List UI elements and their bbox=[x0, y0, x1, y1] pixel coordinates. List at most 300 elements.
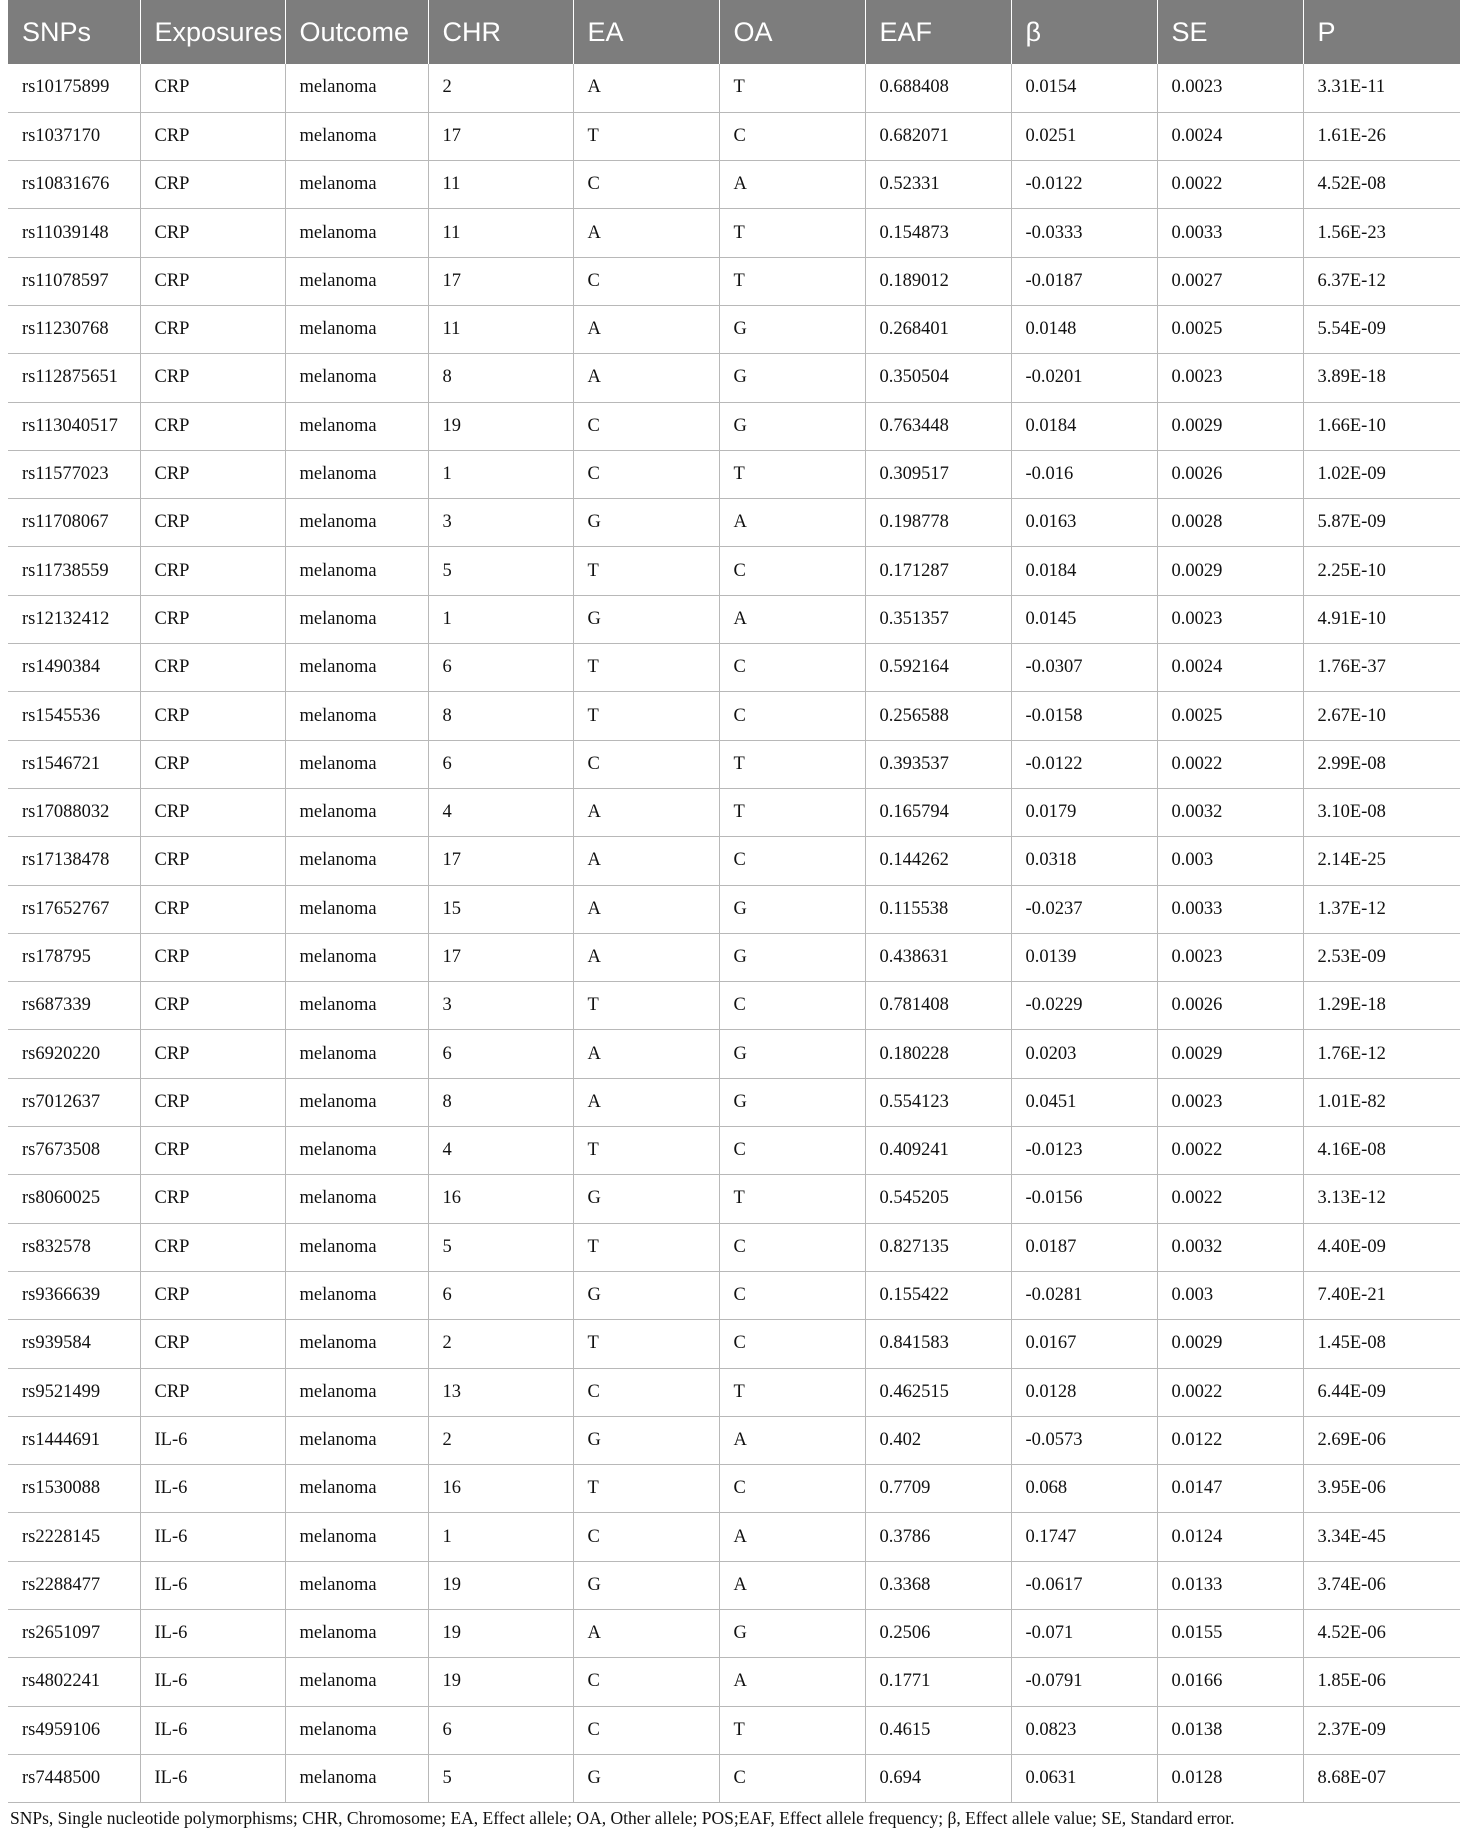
table-cell: CRP bbox=[140, 885, 285, 933]
table-row bbox=[8, 1175, 1460, 1223]
table-cell: melanoma bbox=[285, 64, 428, 112]
table-cell: 0.0032 bbox=[1157, 788, 1303, 836]
table-row bbox=[8, 788, 1460, 836]
table-cell: 4.91E-10 bbox=[1303, 595, 1460, 643]
table-cell: melanoma bbox=[285, 933, 428, 981]
table-body bbox=[8, 64, 1460, 1803]
table-cell: melanoma bbox=[285, 885, 428, 933]
table-cell: CRP bbox=[140, 644, 285, 692]
table-cell: 2.14E-25 bbox=[1303, 837, 1460, 885]
table-cell: melanoma bbox=[285, 209, 428, 257]
table-cell: IL-6 bbox=[140, 1561, 285, 1609]
table-cell: melanoma bbox=[285, 1320, 428, 1368]
table-cell: -0.0617 bbox=[1011, 1561, 1157, 1609]
table-row bbox=[8, 1513, 1460, 1561]
table-cell: T bbox=[573, 1320, 719, 1368]
table-cell: CRP bbox=[140, 354, 285, 402]
table-cell: CRP bbox=[140, 402, 285, 450]
table-row bbox=[8, 1561, 1460, 1609]
table-cell: CRP bbox=[140, 595, 285, 643]
document bbox=[8, 0, 1460, 1829]
table-cell: 4.52E-06 bbox=[1303, 1610, 1460, 1658]
table-cell: IL-6 bbox=[140, 1706, 285, 1754]
table-cell: 0.350504 bbox=[865, 354, 1011, 402]
table-cell: 1.02E-09 bbox=[1303, 450, 1460, 498]
table-row bbox=[8, 112, 1460, 160]
table-cell: G bbox=[719, 354, 865, 402]
table-cell: rs7673508 bbox=[8, 1127, 140, 1175]
table-cell: 1.76E-37 bbox=[1303, 644, 1460, 692]
table-row bbox=[8, 354, 1460, 402]
table-cell: 6 bbox=[428, 1706, 573, 1754]
table-cell: -0.0158 bbox=[1011, 692, 1157, 740]
table-cell: 0.0022 bbox=[1157, 1127, 1303, 1175]
table-row bbox=[8, 1706, 1460, 1754]
table-cell: CRP bbox=[140, 64, 285, 112]
table-cell: 0.0023 bbox=[1157, 1078, 1303, 1126]
table-cell: 11 bbox=[428, 209, 573, 257]
table-cell: 4.52E-08 bbox=[1303, 161, 1460, 209]
table-row bbox=[8, 692, 1460, 740]
table-cell: T bbox=[573, 112, 719, 160]
table-cell: 0.0128 bbox=[1157, 1754, 1303, 1802]
table-cell: 5.87E-09 bbox=[1303, 499, 1460, 547]
table-cell: -0.0187 bbox=[1011, 257, 1157, 305]
table-cell: 0.0139 bbox=[1011, 933, 1157, 981]
table-cell: rs9366639 bbox=[8, 1271, 140, 1319]
table-cell: melanoma bbox=[285, 1658, 428, 1706]
table-cell: 0.0029 bbox=[1157, 1030, 1303, 1078]
table-cell: 6 bbox=[428, 1271, 573, 1319]
table-cell: 0.0022 bbox=[1157, 161, 1303, 209]
table-cell: melanoma bbox=[285, 1223, 428, 1271]
table-cell: A bbox=[573, 1078, 719, 1126]
table-cell: 1 bbox=[428, 450, 573, 498]
table-cell: G bbox=[719, 402, 865, 450]
table-cell: CRP bbox=[140, 740, 285, 788]
table-cell: melanoma bbox=[285, 257, 428, 305]
table-cell: 3.13E-12 bbox=[1303, 1175, 1460, 1223]
table-cell: rs6920220 bbox=[8, 1030, 140, 1078]
table-row bbox=[8, 1271, 1460, 1319]
table-cell: 0.1747 bbox=[1011, 1513, 1157, 1561]
table-cell: 0.171287 bbox=[865, 547, 1011, 595]
table-cell: A bbox=[573, 885, 719, 933]
table-cell: 0.0029 bbox=[1157, 402, 1303, 450]
table-cell: -0.0123 bbox=[1011, 1127, 1157, 1175]
table-cell: 0.694 bbox=[865, 1754, 1011, 1802]
table-cell: G bbox=[573, 1416, 719, 1464]
table-cell: melanoma bbox=[285, 499, 428, 547]
table-cell: 0.3368 bbox=[865, 1561, 1011, 1609]
column-header: EAF bbox=[865, 0, 1011, 64]
table-cell: 0.309517 bbox=[865, 450, 1011, 498]
table-cell: A bbox=[573, 1610, 719, 1658]
table-cell: A bbox=[573, 933, 719, 981]
table-cell: 0.189012 bbox=[865, 257, 1011, 305]
table-cell: C bbox=[719, 1127, 865, 1175]
table-cell: 0.0024 bbox=[1157, 112, 1303, 160]
table-cell: CRP bbox=[140, 982, 285, 1030]
table-cell: rs17652767 bbox=[8, 885, 140, 933]
table-cell: melanoma bbox=[285, 402, 428, 450]
table-cell: -0.0791 bbox=[1011, 1658, 1157, 1706]
table-cell: -0.0573 bbox=[1011, 1416, 1157, 1464]
table-cell: CRP bbox=[140, 1368, 285, 1416]
table-cell: 0.409241 bbox=[865, 1127, 1011, 1175]
table-cell: C bbox=[719, 692, 865, 740]
table-cell: 0.0022 bbox=[1157, 740, 1303, 788]
table-cell: 2.69E-06 bbox=[1303, 1416, 1460, 1464]
table-cell: 0.0203 bbox=[1011, 1030, 1157, 1078]
table-cell: 0.0184 bbox=[1011, 402, 1157, 450]
table-cell: T bbox=[573, 692, 719, 740]
table-cell: CRP bbox=[140, 1271, 285, 1319]
table-cell: 19 bbox=[428, 402, 573, 450]
table-cell: 0.0032 bbox=[1157, 1223, 1303, 1271]
table-cell: C bbox=[719, 1320, 865, 1368]
table-cell: 0.763448 bbox=[865, 402, 1011, 450]
table-cell: C bbox=[719, 837, 865, 885]
table-cell: CRP bbox=[140, 1320, 285, 1368]
table-cell: 6.37E-12 bbox=[1303, 257, 1460, 305]
table-cell: C bbox=[573, 450, 719, 498]
table-cell: rs7448500 bbox=[8, 1754, 140, 1802]
table-cell: 0.0023 bbox=[1157, 933, 1303, 981]
table-cell: melanoma bbox=[285, 305, 428, 353]
table-cell: 7.40E-21 bbox=[1303, 1271, 1460, 1319]
table-cell: 3 bbox=[428, 982, 573, 1030]
table-cell: C bbox=[719, 1465, 865, 1513]
table-row bbox=[8, 1127, 1460, 1175]
table-cell: rs11039148 bbox=[8, 209, 140, 257]
table-cell: rs8060025 bbox=[8, 1175, 140, 1223]
table-cell: 3.31E-11 bbox=[1303, 64, 1460, 112]
table-cell: 0.402 bbox=[865, 1416, 1011, 1464]
table-cell: 0.165794 bbox=[865, 788, 1011, 836]
table-cell: C bbox=[719, 112, 865, 160]
table-cell: G bbox=[719, 933, 865, 981]
table-cell: 0.0163 bbox=[1011, 499, 1157, 547]
table-cell: -0.016 bbox=[1011, 450, 1157, 498]
table-cell: 2 bbox=[428, 1416, 573, 1464]
table-cell: rs4802241 bbox=[8, 1658, 140, 1706]
table-cell: 5 bbox=[428, 1754, 573, 1802]
table-cell: rs1444691 bbox=[8, 1416, 140, 1464]
table-cell: G bbox=[719, 885, 865, 933]
table-cell: CRP bbox=[140, 1030, 285, 1078]
table-cell: melanoma bbox=[285, 112, 428, 160]
table-cell: 0.155422 bbox=[865, 1271, 1011, 1319]
table-row bbox=[8, 1223, 1460, 1271]
table-row bbox=[8, 1416, 1460, 1464]
table-cell: rs11230768 bbox=[8, 305, 140, 353]
table-cell: 0.0154 bbox=[1011, 64, 1157, 112]
table-cell: C bbox=[573, 1513, 719, 1561]
table-cell: T bbox=[719, 64, 865, 112]
table-cell: 19 bbox=[428, 1561, 573, 1609]
table-cell: 0.0184 bbox=[1011, 547, 1157, 595]
table-cell: 17 bbox=[428, 933, 573, 981]
table-cell: rs1530088 bbox=[8, 1465, 140, 1513]
table-cell: CRP bbox=[140, 837, 285, 885]
table-cell: 0.781408 bbox=[865, 982, 1011, 1030]
table-cell: melanoma bbox=[285, 354, 428, 402]
table-cell: rs12132412 bbox=[8, 595, 140, 643]
table-cell: rs832578 bbox=[8, 1223, 140, 1271]
table-cell: 5.54E-09 bbox=[1303, 305, 1460, 353]
table-cell: 4.40E-09 bbox=[1303, 1223, 1460, 1271]
table-cell: 1.66E-10 bbox=[1303, 402, 1460, 450]
table-cell: 0.0251 bbox=[1011, 112, 1157, 160]
table-cell: C bbox=[719, 1223, 865, 1271]
table-cell: A bbox=[719, 1513, 865, 1561]
table-cell: 0.4615 bbox=[865, 1706, 1011, 1754]
table-cell: -0.0237 bbox=[1011, 885, 1157, 933]
table-cell: 19 bbox=[428, 1658, 573, 1706]
table-cell: IL-6 bbox=[140, 1465, 285, 1513]
table-row bbox=[8, 499, 1460, 547]
table-cell: T bbox=[719, 257, 865, 305]
table-cell: rs11577023 bbox=[8, 450, 140, 498]
table-cell: 0.0128 bbox=[1011, 1368, 1157, 1416]
table-cell: 0.351357 bbox=[865, 595, 1011, 643]
table-row bbox=[8, 64, 1460, 112]
table-cell: IL-6 bbox=[140, 1658, 285, 1706]
table-cell: A bbox=[719, 499, 865, 547]
column-header: Outcome bbox=[285, 0, 428, 64]
table-cell: G bbox=[573, 595, 719, 643]
table-cell: 4 bbox=[428, 788, 573, 836]
table-cell: rs10831676 bbox=[8, 161, 140, 209]
table-cell: melanoma bbox=[285, 982, 428, 1030]
table-cell: rs939584 bbox=[8, 1320, 140, 1368]
table-cell: 0.393537 bbox=[865, 740, 1011, 788]
table-cell: -0.0122 bbox=[1011, 161, 1157, 209]
table-cell: CRP bbox=[140, 1175, 285, 1223]
table-cell: 3.74E-06 bbox=[1303, 1561, 1460, 1609]
table-cell: rs9521499 bbox=[8, 1368, 140, 1416]
table-cell: 1.45E-08 bbox=[1303, 1320, 1460, 1368]
table-row bbox=[8, 1465, 1460, 1513]
table-row bbox=[8, 1658, 1460, 1706]
table-cell: 17 bbox=[428, 837, 573, 885]
table-cell: 5 bbox=[428, 1223, 573, 1271]
table-cell: 2 bbox=[428, 64, 573, 112]
table-cell: 0.0033 bbox=[1157, 209, 1303, 257]
table-cell: 15 bbox=[428, 885, 573, 933]
table-cell: CRP bbox=[140, 499, 285, 547]
table-cell: T bbox=[719, 1706, 865, 1754]
table-cell: CRP bbox=[140, 209, 285, 257]
table-cell: 4 bbox=[428, 1127, 573, 1175]
table-cell: 0.003 bbox=[1157, 837, 1303, 885]
table-cell: melanoma bbox=[285, 644, 428, 692]
column-header: β bbox=[1011, 0, 1157, 64]
table-cell: T bbox=[719, 209, 865, 257]
table-cell: CRP bbox=[140, 257, 285, 305]
table-cell: 6 bbox=[428, 740, 573, 788]
table-cell: C bbox=[719, 1271, 865, 1319]
table-cell: T bbox=[573, 982, 719, 1030]
table-cell: 0.115538 bbox=[865, 885, 1011, 933]
table-cell: 8 bbox=[428, 1078, 573, 1126]
table-row bbox=[8, 161, 1460, 209]
table-cell: 0.0023 bbox=[1157, 64, 1303, 112]
table-cell: 1.29E-18 bbox=[1303, 982, 1460, 1030]
table-cell: A bbox=[573, 837, 719, 885]
table-cell: 0.198778 bbox=[865, 499, 1011, 547]
table-cell: 0.0029 bbox=[1157, 547, 1303, 595]
table-cell: 0.7709 bbox=[865, 1465, 1011, 1513]
table-cell: melanoma bbox=[285, 1754, 428, 1802]
header-row bbox=[8, 0, 1460, 64]
table-cell: melanoma bbox=[285, 837, 428, 885]
table-footnote: SNPs, Single nucleotide polymorphisms; CHR, Chromosome; EA, Effect allele; OA, Other allele; POS;EAF, Effect allele frequency; β, Effect allele value; SE, Standard error. bbox=[10, 1808, 1235, 1829]
table-cell: 3.10E-08 bbox=[1303, 788, 1460, 836]
table-cell: 1.85E-06 bbox=[1303, 1658, 1460, 1706]
table-cell: rs2651097 bbox=[8, 1610, 140, 1658]
table-cell: 17 bbox=[428, 112, 573, 160]
table-row bbox=[8, 450, 1460, 498]
table-cell: 0.154873 bbox=[865, 209, 1011, 257]
table-cell: C bbox=[573, 161, 719, 209]
table-cell: A bbox=[719, 1561, 865, 1609]
table-cell: 0.682071 bbox=[865, 112, 1011, 160]
table-cell: 19 bbox=[428, 1610, 573, 1658]
table-cell: 0.2506 bbox=[865, 1610, 1011, 1658]
table-cell: rs17088032 bbox=[8, 788, 140, 836]
table-cell: 11 bbox=[428, 161, 573, 209]
table-cell: -0.0122 bbox=[1011, 740, 1157, 788]
table-cell: A bbox=[719, 1658, 865, 1706]
table-cell: 8.68E-07 bbox=[1303, 1754, 1460, 1802]
table-cell: rs687339 bbox=[8, 982, 140, 1030]
table-cell: C bbox=[573, 402, 719, 450]
table-row bbox=[8, 1754, 1460, 1802]
table-cell: CRP bbox=[140, 692, 285, 740]
table-cell: C bbox=[719, 644, 865, 692]
table-cell: 0.0318 bbox=[1011, 837, 1157, 885]
table-cell: 3.95E-06 bbox=[1303, 1465, 1460, 1513]
table-cell: IL-6 bbox=[140, 1513, 285, 1561]
table-cell: IL-6 bbox=[140, 1416, 285, 1464]
table-cell: 0.0823 bbox=[1011, 1706, 1157, 1754]
table-cell: 0.462515 bbox=[865, 1368, 1011, 1416]
table-row bbox=[8, 257, 1460, 305]
table-cell: 0.0166 bbox=[1157, 1658, 1303, 1706]
table-cell: 3.34E-45 bbox=[1303, 1513, 1460, 1561]
table-cell: melanoma bbox=[285, 450, 428, 498]
table-cell: 8 bbox=[428, 354, 573, 402]
table-cell: melanoma bbox=[285, 1078, 428, 1126]
table-cell: CRP bbox=[140, 450, 285, 498]
table-cell: 2 bbox=[428, 1320, 573, 1368]
table-cell: 0.592164 bbox=[865, 644, 1011, 692]
table-cell: -0.0281 bbox=[1011, 1271, 1157, 1319]
table-cell: T bbox=[573, 1223, 719, 1271]
table-row bbox=[8, 1320, 1460, 1368]
table-cell: 0.827135 bbox=[865, 1223, 1011, 1271]
table-cell: rs2288477 bbox=[8, 1561, 140, 1609]
table-cell: rs1037170 bbox=[8, 112, 140, 160]
table-row bbox=[8, 837, 1460, 885]
table-cell: CRP bbox=[140, 788, 285, 836]
table-cell: 0.068 bbox=[1011, 1465, 1157, 1513]
table-cell: T bbox=[573, 644, 719, 692]
table-cell: G bbox=[573, 499, 719, 547]
table-cell: G bbox=[573, 1271, 719, 1319]
table-cell: T bbox=[719, 740, 865, 788]
table-cell: 6 bbox=[428, 1030, 573, 1078]
table-cell: 0.0187 bbox=[1011, 1223, 1157, 1271]
table-cell: 13 bbox=[428, 1368, 573, 1416]
table-row bbox=[8, 644, 1460, 692]
column-header: CHR bbox=[428, 0, 573, 64]
table-cell: 3 bbox=[428, 499, 573, 547]
table-cell: G bbox=[719, 1078, 865, 1126]
table-cell: 11 bbox=[428, 305, 573, 353]
table-cell: -0.0156 bbox=[1011, 1175, 1157, 1223]
table-cell: melanoma bbox=[285, 161, 428, 209]
table-cell: 5 bbox=[428, 547, 573, 595]
table-cell: rs10175899 bbox=[8, 64, 140, 112]
table-cell: 0.545205 bbox=[865, 1175, 1011, 1223]
table-cell: G bbox=[719, 305, 865, 353]
table-cell: melanoma bbox=[285, 1127, 428, 1175]
table-cell: T bbox=[719, 450, 865, 498]
table-row bbox=[8, 1078, 1460, 1126]
table-cell: CRP bbox=[140, 1078, 285, 1126]
table-cell: -0.0307 bbox=[1011, 644, 1157, 692]
table-cell: C bbox=[573, 1368, 719, 1416]
table-cell: melanoma bbox=[285, 1030, 428, 1078]
table-cell: 1 bbox=[428, 1513, 573, 1561]
column-header: P bbox=[1303, 0, 1460, 64]
table-cell: C bbox=[573, 1706, 719, 1754]
table-cell: A bbox=[573, 209, 719, 257]
table-cell: 0.003 bbox=[1157, 1271, 1303, 1319]
table-row bbox=[8, 547, 1460, 595]
table-cell: A bbox=[573, 788, 719, 836]
table-cell: melanoma bbox=[285, 1465, 428, 1513]
table-cell: melanoma bbox=[285, 1416, 428, 1464]
table-cell: CRP bbox=[140, 161, 285, 209]
table-cell: rs1545536 bbox=[8, 692, 140, 740]
table-cell: CRP bbox=[140, 933, 285, 981]
table-cell: 0.0022 bbox=[1157, 1368, 1303, 1416]
table-cell: 0.0124 bbox=[1157, 1513, 1303, 1561]
table-cell: T bbox=[719, 788, 865, 836]
table-row bbox=[8, 305, 1460, 353]
table-cell: 0.0029 bbox=[1157, 1320, 1303, 1368]
table-cell: melanoma bbox=[285, 692, 428, 740]
table-cell: melanoma bbox=[285, 595, 428, 643]
table-cell: melanoma bbox=[285, 1368, 428, 1416]
table-cell: CRP bbox=[140, 112, 285, 160]
table-cell: rs17138478 bbox=[8, 837, 140, 885]
table-row bbox=[8, 1368, 1460, 1416]
table-cell: 0.3786 bbox=[865, 1513, 1011, 1561]
table-cell: CRP bbox=[140, 305, 285, 353]
table-cell: 2.25E-10 bbox=[1303, 547, 1460, 595]
table-cell: A bbox=[573, 354, 719, 402]
table-cell: 4.16E-08 bbox=[1303, 1127, 1460, 1175]
table-cell: C bbox=[719, 1754, 865, 1802]
table-cell: 0.0024 bbox=[1157, 644, 1303, 692]
column-header: OA bbox=[719, 0, 865, 64]
table-cell: -0.0201 bbox=[1011, 354, 1157, 402]
